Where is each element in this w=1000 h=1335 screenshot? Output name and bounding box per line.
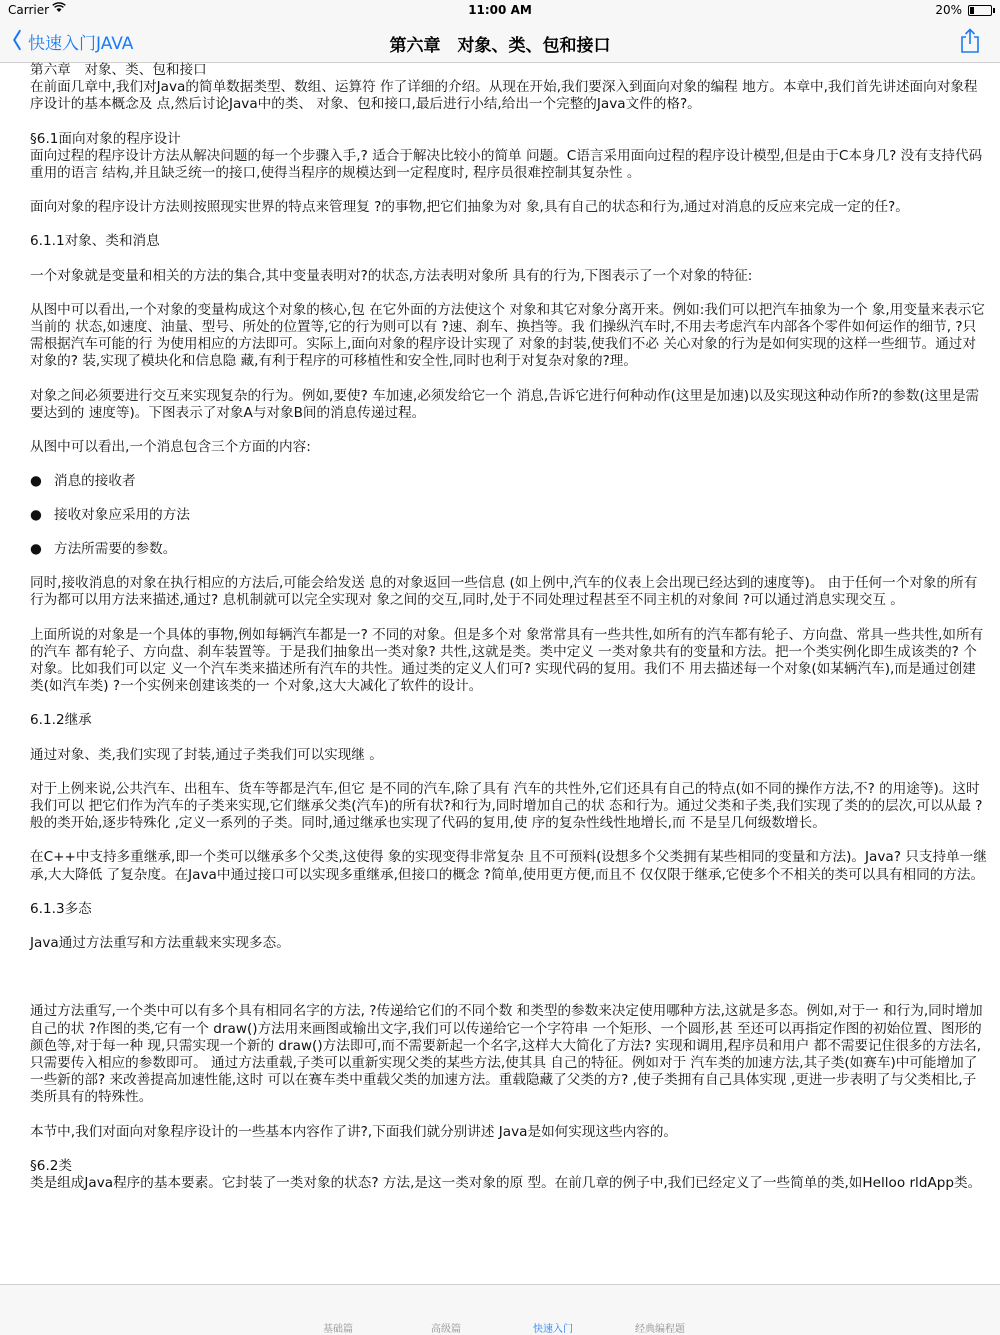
section-heading: §6.1面向对象的程序设计 — [30, 130, 181, 147]
tab-basics[interactable]: 基础篇 — [323, 1324, 353, 1335]
paragraph: 类是组成Java程序的基本要素。它封装了一类对象的状态? 方法,是这一类对象的原 型。在前几章的例子中,我们已经定义了一些简单的类,如Helloo rldApp类。 — [30, 1174, 982, 1191]
subsection-heading: 6.1.2继承 — [30, 712, 92, 729]
status-bar — [0, 0, 1000, 20]
paragraph: 通过方法重写,一个类中可以有多个具有相同名字的方法, ?传递给它们的不同个数 和类型的参数来决定使用哪种方法,这就是多态。例如,对于一 和行为,同时增加自己的状 ?作图的类,它有一个 draw()方法用来画图或输出文字,我们可以传递给它一个字符串 一个矩形、一个圆形,甚 至还可以再指定作图的初始位置、图形的颜色等,对于每一种 现,只需实现一个新的 draw()方法即可,而不需要新起一个名字,这样大大简化了方法? 实现和调用,程序员和用户 都不需要记住很多的方法名,只需要传入相应的参数即可。 通过方法重载,子类可以重新实现父类的某些方法,使其具 自己的特征。例如对于 汽车类的加速方法,其子类(如赛车)中可能增加了一些新的部? 来改善提高加速性能,这时 可以在赛车类中重载父类的加速方法。重载隐藏了父类的方? ,使子类拥有自己具体实现 ,更进一步表明了与父类相比,子类所具有的特殊性。 — [30, 1003, 983, 1106]
paragraph: 上面所说的对象是一个具体的事物,例如每辆汽车都是一? 不同的对象。但是多个对 象常常具有一些共性,如所有的汽车都有轮子、方向盘、常具一些共性,如所有的汽车 都有轮子、方向盘、刹车装置等。于是我们抽象出一类对象? 共性,这就是类。类中定义 一类对象共有的变量和方法。把一个类实例化即生成该类的? 个对象。比如我们可以定 义一个汽车类来描述所有汽车的共性。通过类的定义人们可? 实现代码的复用。我们不 用去描述每一个对象(如某辆汽车),而是通过创建类(如汽车类) ?一个实例来创建该类的一 个对象,这大大减化了软件的设计。 — [30, 626, 984, 695]
page-title: 第六章 对象、类、包和接口 — [389, 36, 611, 56]
list-item-text: 接收对象应采用的方法 — [54, 507, 190, 524]
battery-percentage: 20% — [935, 3, 962, 17]
battery-icon — [968, 5, 992, 16]
paragraph: 面向过程的程序设计方法从解决问题的每一个步骤入手,? 适合于解决比较小的简单 问题。C语言采用面向过程的程序设计模型,但是由于C本身几? 没有支持代码重用的语言 结构,并且缺乏统一的接口,使得当程序的规模达到一定程度时, 程序员很难控制其复杂性 。 — [30, 147, 983, 182]
paragraph: 通过对象、类,我们实现了封装,通过子类我们可以实现继 。 — [30, 746, 383, 763]
paragraph: 在前面几章中,我们对Java的简单数据类型、数组、运算符 作了详细的介绍。从现在开始,我们要深入到面向对象的编程 地方。本章中,我们首先讲述面向对象程序设计的基本概念及 点,然后讨论Java中的类、 对象、包和接口,最后进行小结,给出一个完整的Java文件的格?。 — [30, 79, 978, 113]
subsection-heading: 6.1.1对象、类和消息 — [30, 233, 160, 250]
list-item-text: 消息的接收者 — [54, 473, 136, 490]
clock: 11:00 AM — [468, 3, 532, 17]
paragraph: 面向对象的程序设计方法则按照现实世界的特点来管理复 ?的事物,把它们抽象为对 象,具有自己的状态和行为,通过对消息的反应来完成一定的任?。 — [30, 199, 909, 216]
list-item — [30, 507, 988, 524]
bullet-mark: ● — [30, 507, 42, 524]
bullet-mark: ● — [30, 541, 42, 558]
subsection-heading: 6.1.3多态 — [30, 900, 92, 917]
list-item-text: 方法所需要的参数。 — [54, 541, 177, 558]
paragraph: 一个对象就是变量和相关的方法的集合,其中变量表明对?的状态,方法表明对象所 具有的行为,下图表示了一个对象的特征: — [30, 267, 753, 284]
chapter-heading: 第六章 对象、类、包和接口 — [30, 62, 207, 78]
paragraph: 在C++中支持多重继承,即一个类可以继承多个父类,这使得 象的实现变得非常复杂 且不可预料(设想多个父类拥有某些相同的变量和方法)。Java? 只支持单一继承,大大降低 了复杂度。在Java中通过接口可以实现多重继承,但接口的概念 ?简单,使用更方便,而且不 仅仅限于继承,它使多个不相关的类可以具有相同的方法。 — [30, 849, 987, 883]
list-item — [30, 473, 988, 490]
list-item — [30, 541, 988, 558]
paragraph: 从图中可以看出,一个消息包含三个方面的内容: — [30, 439, 311, 456]
tab-quick-start[interactable]: 快速入门 — [533, 1324, 573, 1335]
paragraph: 本节中,我们对面向对象程序设计的一些基本内容作了讲?,下面我们就分别讲述 Java是如何实现这些内容的。 — [30, 1123, 678, 1140]
share-icon[interactable] — [958, 28, 982, 54]
tab-classic-exercises[interactable]: 经典编程题 — [635, 1324, 685, 1335]
tab-bar — [0, 1284, 1000, 1335]
paragraph: Java通过方法重写和方法重载来实现多态。 — [30, 935, 290, 952]
article-content — [30, 62, 988, 1192]
tab-advanced[interactable]: 高级篇 — [431, 1324, 461, 1335]
paragraph: 同时,接收消息的对象在执行相应的方法后,可能会给发送 息的对象返回一些信息 (如上例中,汽车的仪表上会出现已经达到的速度等)。 由于任何一个对象的所有行为都可以用方法来描述,通过? 息机制就可以完全实现对 象之间的交互,同时,处于不同处理过程甚至不同主机的对象间 ?可以通过消息实现交互 。 — [30, 575, 978, 609]
carrier-label: Carrier — [8, 3, 50, 17]
section-heading: §6.2类 — [30, 1157, 73, 1174]
paragraph: 对象之间必须要进行交互来实现复杂的行为。例如,要使? 车加速,必须发给它一个 消息,告诉它进行何种动作(这里是加速)以及实现这种动作所?的参数(这里是需要达到的 速度等)。下图表示了对象A与对象B间的消息传递过程。 — [30, 387, 980, 421]
paragraph: 从图中可以看出,一个对象的变量构成这个对象的核心,包 在它外面的方法使这个 对象和其它对象分离开来。例如:我们可以把汽车抽象为一个 象,用变量来表示它当前的 状态,如速度、油量、型号、所处的位置等,它的行为则可以有 ?速、刹车、换挡等。我 们操纵汽车时,不用去考虑汽车内部各个零件如何运作的细节, ?只需根据汽车可能的行 为使用相应的方法即可。实际上,面向对象的程序设计实现了 对象的封装,使我们不必 关心对象的行为是如何实现的这样一些细节。通过对对象的? 装,实现了模块化和信息隐 藏,有利于程序的可移植性和安全性,同时也利于对复杂对象的?理。 — [30, 301, 985, 370]
navigation-bar — [0, 20, 1000, 63]
bullet-mark: ● — [30, 473, 42, 490]
paragraph: 对于上例来说,公共汽车、出租车、货车等都是汽车,但它 是不同的汽车,除了具有 汽车的共性外,它们还具有自己的特点(如不同的操作方法,不? 的用途等)。这时我们可以 把它们作为汽车的子类来实现,它们继承父类(汽车)的所有状?和行为,同时增加自己的状 态和行为。通过父类和子类,我们实现了类的的层次,可以从最 ?般的类开始,逐步特殊化 ,定义一系列的子类。同时,通过继承也实现了代码的复用,使 序的复杂性线性地增长,而 不是呈几何级数增长。 — [30, 780, 983, 832]
back-button-label: 快速入门JAVA — [28, 33, 134, 54]
